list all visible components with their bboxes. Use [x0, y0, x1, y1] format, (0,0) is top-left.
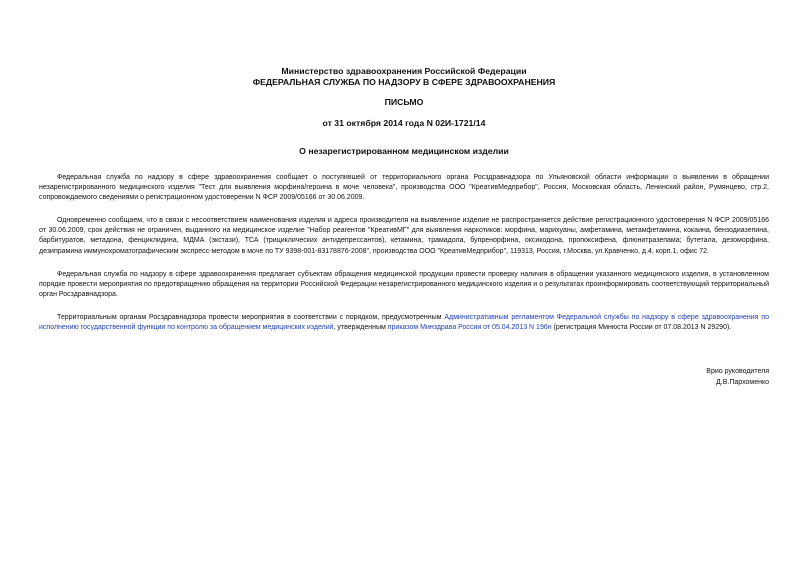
document-type: ПИСЬМО — [384, 97, 424, 107]
paragraph-4 — [39, 313, 769, 333]
document-date-number: от 31 октября 2014 года N 02И-1721/14 — [322, 118, 486, 128]
administrative-regulation-link[interactable]: Административным регламентом Федеральной службы по надзору в сфере здравоохранения по исполнению государственной функции по контролю за обращением медицинских изделий — [39, 313, 769, 332]
paragraph-3: Федеральная служба по надзору в сфере здравоохранения предлагает субъектам обращения медицинской продукции провести проверку наличия в обращении указанного медицинского изделия, в установленном порядке провести мероприятия по предотвращению обращения на территории Российской Федерации незарегистрированного медицинского изделия и о результатах проинформировать соответствующий территориальный орган Росздравнадзора. — [39, 270, 769, 298]
document-body — [39, 173, 769, 333]
signatory-name: Д.В.Пархоменко — [716, 378, 769, 386]
paragraph-4-text-start: Территориальным органам Росздравнадзора провести мероприятия в соответствии с порядком, предусмотренным — [57, 313, 445, 321]
paragraph-2: Одновременно сообщаем, что в связи с несоответствием наименования изделия и адреса производителя на выявленное изделие не распространяется действие регистрационного удостоверения N ФСР 2009/05166 от 30.06.2009, срок действия не ограничен, выданного на медицинское изделие "Набор реагентов "КреативМГ" для выявления наркотиков: морфина, марихуаны, амфетамина, метамфетамина, кокаина, бензодиазепина, барбитуратов, метадона, фенциклидина, МДМА (экстази), ТСА (трициклических антидепрессантов), кетамина, трамадола, бупренорфина, оксикодона, пропоксифена, флюнитразепама; бутетала, дезоморфина, дезипрамина иммунохроматографическим экспресс-методом в моче по ТУ 9398-001-83178876-2008", производства ООО "КреативМедприбор", 119313, Россия, г.Москва, ул.Кравченко, д.4, корп.1, офис 72. — [39, 217, 769, 255]
paragraph-1: Федеральная служба по надзору в сфере здравоохранения сообщает о поступившей от территориального органа Росздравнадзора по Ульяновской области информации о выявлении в обращении незарегистрированного медицинского изделия "Тест для выявления морфина/героина в моче человека", производства ООО "КреативМедприбор", Россия, Московская область, Ленинский район, Румянцево, стр.2, сопровождаемого сведениями о регистрационном удостоверении N ФСР 2009/05166 от 30.06.2009. — [39, 174, 769, 202]
ministry-name: Министерство здравоохранения Российской Федерации — [281, 66, 527, 76]
document-header — [39, 66, 769, 88]
document-page — [39, 66, 769, 388]
signatory-title: Врио руководителя — [706, 368, 769, 376]
document-subject: О незарегистрированном медицинском изделии — [299, 146, 509, 156]
paragraph-4-text-end: (регистрация Минюста России от 07.08.2013 N 29290). — [551, 324, 732, 332]
ministry-order-link[interactable]: приказом Минздрава России от 05.04.2013 N 196н — [387, 324, 552, 332]
paragraph-4-text-middle: , утвержденным — [333, 324, 388, 332]
service-name: ФЕДЕРАЛЬНАЯ СЛУЖБА ПО НАДЗОРУ В СФЕРЕ ЗДРАВООХРАНЕНИЯ — [252, 77, 556, 87]
signature-block — [39, 367, 769, 388]
